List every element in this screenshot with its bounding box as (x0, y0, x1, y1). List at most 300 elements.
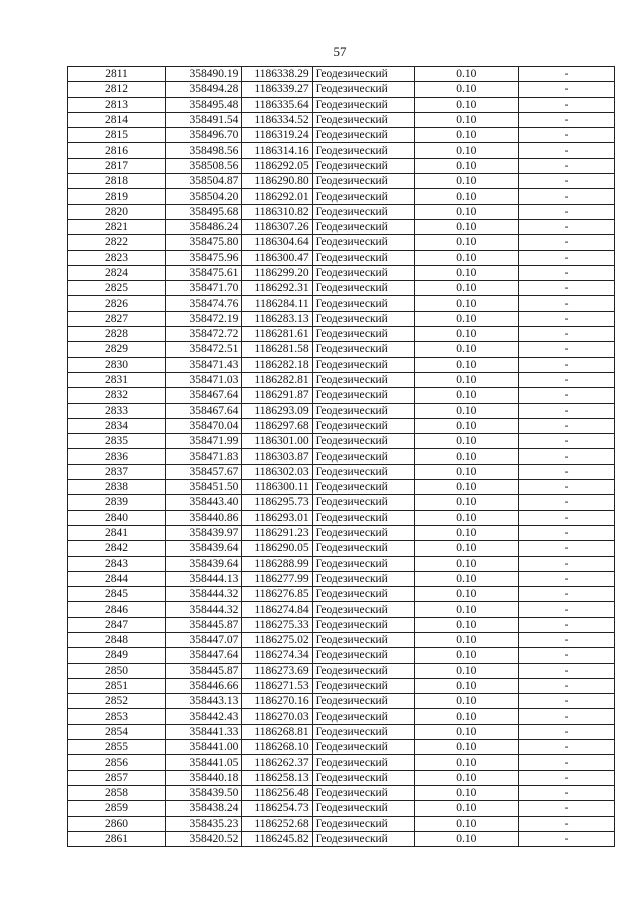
method-cell: Геодезический (312, 740, 414, 755)
y-coordinate-cell: 1186268.10 (242, 740, 312, 755)
y-coordinate-cell: 1186268.81 (242, 724, 312, 739)
table-row (68, 831, 615, 846)
accuracy-cell: 0.10 (414, 510, 518, 525)
point-number-cell: 2817 (68, 158, 166, 173)
accuracy-cell: 0.10 (414, 418, 518, 433)
description-cell: - (518, 434, 614, 449)
y-coordinate-cell: 1186262.37 (242, 755, 312, 770)
accuracy-cell: 0.10 (414, 143, 518, 158)
y-coordinate-cell: 1186274.34 (242, 648, 312, 663)
description-cell: - (518, 724, 614, 739)
description-cell: - (518, 311, 614, 326)
description-cell: - (518, 648, 614, 663)
accuracy-cell: 0.10 (414, 311, 518, 326)
x-coordinate-cell: 358467.64 (166, 388, 242, 403)
method-cell: Геодезический (312, 495, 414, 510)
x-coordinate-cell: 358446.66 (166, 678, 242, 693)
accuracy-cell: 0.10 (414, 602, 518, 617)
y-coordinate-cell: 1186252.68 (242, 816, 312, 831)
point-number-cell: 2855 (68, 740, 166, 755)
point-number-cell: 2848 (68, 632, 166, 647)
x-coordinate-cell: 358475.61 (166, 265, 242, 280)
method-cell: Геодезический (312, 265, 414, 280)
description-cell: - (518, 740, 614, 755)
table-row (68, 342, 615, 357)
table-row (68, 480, 615, 495)
x-coordinate-cell: 358496.70 (166, 128, 242, 143)
description-cell: - (518, 785, 614, 800)
point-number-cell: 2856 (68, 755, 166, 770)
y-coordinate-cell: 1186299.20 (242, 265, 312, 280)
point-number-cell: 2852 (68, 694, 166, 709)
accuracy-cell: 0.10 (414, 801, 518, 816)
x-coordinate-cell: 358504.87 (166, 174, 242, 189)
accuracy-cell: 0.10 (414, 281, 518, 296)
x-coordinate-cell: 358471.99 (166, 434, 242, 449)
x-coordinate-cell: 358438.24 (166, 801, 242, 816)
point-number-cell: 2818 (68, 174, 166, 189)
method-cell: Геодезический (312, 281, 414, 296)
point-number-cell: 2831 (68, 372, 166, 387)
y-coordinate-cell: 1186310.82 (242, 204, 312, 219)
description-cell: - (518, 296, 614, 311)
method-cell: Геодезический (312, 342, 414, 357)
point-number-cell: 2850 (68, 663, 166, 678)
accuracy-cell: 0.10 (414, 449, 518, 464)
table-row (68, 204, 615, 219)
accuracy-cell: 0.10 (414, 831, 518, 846)
y-coordinate-cell: 1186277.99 (242, 571, 312, 586)
point-number-cell: 2844 (68, 571, 166, 586)
table-row (68, 143, 615, 158)
table-row (68, 265, 615, 280)
point-number-cell: 2843 (68, 556, 166, 571)
method-cell: Геодезический (312, 571, 414, 586)
x-coordinate-cell: 358457.67 (166, 464, 242, 479)
point-number-cell: 2811 (68, 67, 166, 82)
accuracy-cell: 0.10 (414, 189, 518, 204)
table-row (68, 525, 615, 540)
y-coordinate-cell: 1186301.00 (242, 434, 312, 449)
y-coordinate-cell: 1186283.13 (242, 311, 312, 326)
accuracy-cell: 0.10 (414, 372, 518, 387)
y-coordinate-cell: 1186292.05 (242, 158, 312, 173)
x-coordinate-cell: 358439.97 (166, 525, 242, 540)
table-row (68, 372, 615, 387)
description-cell: - (518, 678, 614, 693)
y-coordinate-cell: 1186314.16 (242, 143, 312, 158)
table-row (68, 97, 615, 112)
method-cell: Геодезический (312, 816, 414, 831)
description-cell: - (518, 174, 614, 189)
method-cell: Геодезический (312, 449, 414, 464)
accuracy-cell: 0.10 (414, 525, 518, 540)
x-coordinate-cell: 358439.64 (166, 541, 242, 556)
y-coordinate-cell: 1186270.03 (242, 709, 312, 724)
description-cell: - (518, 571, 614, 586)
method-cell: Геодезический (312, 388, 414, 403)
accuracy-cell: 0.10 (414, 235, 518, 250)
x-coordinate-cell: 358471.70 (166, 281, 242, 296)
point-number-cell: 2826 (68, 296, 166, 311)
x-coordinate-cell: 358467.64 (166, 403, 242, 418)
x-coordinate-cell: 358441.00 (166, 740, 242, 755)
table-row (68, 82, 615, 97)
accuracy-cell: 0.10 (414, 770, 518, 785)
method-cell: Геодезический (312, 418, 414, 433)
point-number-cell: 2819 (68, 189, 166, 204)
x-coordinate-cell: 358445.87 (166, 617, 242, 632)
table-row (68, 158, 615, 173)
method-cell: Геодезический (312, 617, 414, 632)
description-cell: - (518, 770, 614, 785)
description-cell: - (518, 464, 614, 479)
description-cell: - (518, 250, 614, 265)
table-row (68, 801, 615, 816)
x-coordinate-cell: 358440.86 (166, 510, 242, 525)
accuracy-cell: 0.10 (414, 174, 518, 189)
description-cell: - (518, 510, 614, 525)
table-row (68, 740, 615, 755)
table-row (68, 449, 615, 464)
x-coordinate-cell: 358451.50 (166, 480, 242, 495)
method-cell: Геодезический (312, 480, 414, 495)
x-coordinate-cell: 358441.05 (166, 755, 242, 770)
description-cell: - (518, 602, 614, 617)
description-cell: - (518, 755, 614, 770)
description-cell: - (518, 388, 614, 403)
x-coordinate-cell: 358471.83 (166, 449, 242, 464)
y-coordinate-cell: 1186319.24 (242, 128, 312, 143)
accuracy-cell: 0.10 (414, 67, 518, 82)
method-cell: Геодезический (312, 556, 414, 571)
table-row (68, 602, 615, 617)
coordinates-table (67, 66, 615, 847)
point-number-cell: 2813 (68, 97, 166, 112)
accuracy-cell: 0.10 (414, 327, 518, 342)
description-cell: - (518, 204, 614, 219)
table-row (68, 418, 615, 433)
method-cell: Геодезический (312, 219, 414, 234)
x-coordinate-cell: 358475.80 (166, 235, 242, 250)
table-row (68, 755, 615, 770)
y-coordinate-cell: 1186290.80 (242, 174, 312, 189)
accuracy-cell: 0.10 (414, 556, 518, 571)
point-number-cell: 2857 (68, 770, 166, 785)
x-coordinate-cell: 358470.04 (166, 418, 242, 433)
method-cell: Геодезический (312, 128, 414, 143)
description-cell: - (518, 816, 614, 831)
point-number-cell: 2861 (68, 831, 166, 846)
x-coordinate-cell: 358443.13 (166, 694, 242, 709)
accuracy-cell: 0.10 (414, 357, 518, 372)
method-cell: Геодезический (312, 311, 414, 326)
x-coordinate-cell: 358490.19 (166, 67, 242, 82)
y-coordinate-cell: 1186258.13 (242, 770, 312, 785)
table-row (68, 464, 615, 479)
accuracy-cell: 0.10 (414, 403, 518, 418)
accuracy-cell: 0.10 (414, 495, 518, 510)
table-row (68, 112, 615, 127)
point-number-cell: 2820 (68, 204, 166, 219)
method-cell: Геодезический (312, 143, 414, 158)
y-coordinate-cell: 1186339.27 (242, 82, 312, 97)
description-cell: - (518, 82, 614, 97)
point-number-cell: 2859 (68, 801, 166, 816)
y-coordinate-cell: 1186304.64 (242, 235, 312, 250)
accuracy-cell: 0.10 (414, 709, 518, 724)
table-row (68, 709, 615, 724)
table-row (68, 785, 615, 800)
accuracy-cell: 0.10 (414, 434, 518, 449)
point-number-cell: 2816 (68, 143, 166, 158)
description-cell: - (518, 112, 614, 127)
y-coordinate-cell: 1186290.05 (242, 541, 312, 556)
method-cell: Геодезический (312, 587, 414, 602)
table-row (68, 128, 615, 143)
accuracy-cell: 0.10 (414, 265, 518, 280)
point-number-cell: 2847 (68, 617, 166, 632)
x-coordinate-cell: 358443.40 (166, 495, 242, 510)
description-cell: - (518, 801, 614, 816)
point-number-cell: 2858 (68, 785, 166, 800)
x-coordinate-cell: 358442.43 (166, 709, 242, 724)
accuracy-cell: 0.10 (414, 816, 518, 831)
x-coordinate-cell: 358420.52 (166, 831, 242, 846)
accuracy-cell: 0.10 (414, 82, 518, 97)
method-cell: Геодезический (312, 770, 414, 785)
y-coordinate-cell: 1186334.52 (242, 112, 312, 127)
description-cell: - (518, 327, 614, 342)
y-coordinate-cell: 1186338.29 (242, 67, 312, 82)
y-coordinate-cell: 1186288.99 (242, 556, 312, 571)
method-cell: Геодезический (312, 250, 414, 265)
description-cell: - (518, 831, 614, 846)
y-coordinate-cell: 1186284.11 (242, 296, 312, 311)
description-cell: - (518, 342, 614, 357)
y-coordinate-cell: 1186271.53 (242, 678, 312, 693)
y-coordinate-cell: 1186245.82 (242, 831, 312, 846)
description-cell: - (518, 587, 614, 602)
point-number-cell: 2835 (68, 434, 166, 449)
description-cell: - (518, 617, 614, 632)
point-number-cell: 2838 (68, 480, 166, 495)
accuracy-cell: 0.10 (414, 250, 518, 265)
method-cell: Геодезический (312, 296, 414, 311)
x-coordinate-cell: 358440.18 (166, 770, 242, 785)
method-cell: Геодезический (312, 510, 414, 525)
method-cell: Геодезический (312, 755, 414, 770)
method-cell: Геодезический (312, 663, 414, 678)
x-coordinate-cell: 358441.33 (166, 724, 242, 739)
accuracy-cell: 0.10 (414, 617, 518, 632)
point-number-cell: 2837 (68, 464, 166, 479)
y-coordinate-cell: 1186292.01 (242, 189, 312, 204)
table-row (68, 403, 615, 418)
x-coordinate-cell: 358444.32 (166, 587, 242, 602)
point-number-cell: 2836 (68, 449, 166, 464)
accuracy-cell: 0.10 (414, 128, 518, 143)
method-cell: Геодезический (312, 158, 414, 173)
method-cell: Геодезический (312, 204, 414, 219)
x-coordinate-cell: 358447.07 (166, 632, 242, 647)
y-coordinate-cell: 1186254.73 (242, 801, 312, 816)
table-row (68, 678, 615, 693)
y-coordinate-cell: 1186275.02 (242, 632, 312, 647)
point-number-cell: 2854 (68, 724, 166, 739)
accuracy-cell: 0.10 (414, 694, 518, 709)
table-row (68, 632, 615, 647)
description-cell: - (518, 143, 614, 158)
method-cell: Геодезический (312, 694, 414, 709)
description-cell: - (518, 709, 614, 724)
description-cell: - (518, 67, 614, 82)
description-cell: - (518, 525, 614, 540)
method-cell: Геодезический (312, 189, 414, 204)
y-coordinate-cell: 1186275.33 (242, 617, 312, 632)
accuracy-cell: 0.10 (414, 678, 518, 693)
method-cell: Геодезический (312, 464, 414, 479)
y-coordinate-cell: 1186291.23 (242, 525, 312, 540)
x-coordinate-cell: 358486.24 (166, 219, 242, 234)
method-cell: Геодезический (312, 372, 414, 387)
x-coordinate-cell: 358491.54 (166, 112, 242, 127)
description-cell: - (518, 265, 614, 280)
point-number-cell: 2834 (68, 418, 166, 433)
description-cell: - (518, 372, 614, 387)
x-coordinate-cell: 358508.56 (166, 158, 242, 173)
table-row (68, 174, 615, 189)
description-cell: - (518, 128, 614, 143)
description-cell: - (518, 694, 614, 709)
y-coordinate-cell: 1186281.61 (242, 327, 312, 342)
table-row (68, 357, 615, 372)
point-number-cell: 2828 (68, 327, 166, 342)
table-row (68, 724, 615, 739)
coordinates-table-body (68, 67, 615, 847)
accuracy-cell: 0.10 (414, 480, 518, 495)
accuracy-cell: 0.10 (414, 342, 518, 357)
accuracy-cell: 0.10 (414, 785, 518, 800)
y-coordinate-cell: 1186335.64 (242, 97, 312, 112)
x-coordinate-cell: 358435.23 (166, 816, 242, 831)
method-cell: Геодезический (312, 525, 414, 540)
description-cell: - (518, 418, 614, 433)
point-number-cell: 2812 (68, 82, 166, 97)
table-row (68, 617, 615, 632)
description-cell: - (518, 403, 614, 418)
accuracy-cell: 0.10 (414, 204, 518, 219)
x-coordinate-cell: 358447.64 (166, 648, 242, 663)
table-row (68, 587, 615, 602)
method-cell: Геодезический (312, 403, 414, 418)
table-row (68, 311, 615, 326)
description-cell: - (518, 449, 614, 464)
x-coordinate-cell: 358439.50 (166, 785, 242, 800)
x-coordinate-cell: 358495.48 (166, 97, 242, 112)
method-cell: Геодезический (312, 648, 414, 663)
y-coordinate-cell: 1186293.01 (242, 510, 312, 525)
accuracy-cell: 0.10 (414, 219, 518, 234)
description-cell: - (518, 495, 614, 510)
method-cell: Геодезический (312, 709, 414, 724)
y-coordinate-cell: 1186256.48 (242, 785, 312, 800)
point-number-cell: 2822 (68, 235, 166, 250)
method-cell: Геодезический (312, 434, 414, 449)
method-cell: Геодезический (312, 801, 414, 816)
y-coordinate-cell: 1186274.84 (242, 602, 312, 617)
x-coordinate-cell: 358439.64 (166, 556, 242, 571)
y-coordinate-cell: 1186292.31 (242, 281, 312, 296)
point-number-cell: 2849 (68, 648, 166, 663)
description-cell: - (518, 556, 614, 571)
accuracy-cell: 0.10 (414, 112, 518, 127)
table-row (68, 235, 615, 250)
description-cell: - (518, 541, 614, 556)
table-row (68, 770, 615, 785)
x-coordinate-cell: 358444.13 (166, 571, 242, 586)
table-row (68, 663, 615, 678)
y-coordinate-cell: 1186297.68 (242, 418, 312, 433)
point-number-cell: 2839 (68, 495, 166, 510)
y-coordinate-cell: 1186291.87 (242, 388, 312, 403)
table-row (68, 816, 615, 831)
point-number-cell: 2851 (68, 678, 166, 693)
table-row (68, 571, 615, 586)
method-cell: Геодезический (312, 357, 414, 372)
point-number-cell: 2830 (68, 357, 166, 372)
point-number-cell: 2832 (68, 388, 166, 403)
point-number-cell: 2846 (68, 602, 166, 617)
table-row (68, 250, 615, 265)
point-number-cell: 2841 (68, 525, 166, 540)
table-row (68, 694, 615, 709)
x-coordinate-cell: 358444.32 (166, 602, 242, 617)
description-cell: - (518, 97, 614, 112)
description-cell: - (518, 663, 614, 678)
page-number: 57 (333, 44, 347, 59)
accuracy-cell: 0.10 (414, 571, 518, 586)
table-row (68, 327, 615, 342)
point-number-cell: 2845 (68, 587, 166, 602)
accuracy-cell: 0.10 (414, 464, 518, 479)
x-coordinate-cell: 358474.76 (166, 296, 242, 311)
accuracy-cell: 0.10 (414, 388, 518, 403)
table-row (68, 296, 615, 311)
description-cell: - (518, 235, 614, 250)
table-row (68, 541, 615, 556)
method-cell: Геодезический (312, 112, 414, 127)
method-cell: Геодезический (312, 67, 414, 82)
accuracy-cell: 0.10 (414, 648, 518, 663)
accuracy-cell: 0.10 (414, 587, 518, 602)
accuracy-cell: 0.10 (414, 740, 518, 755)
accuracy-cell: 0.10 (414, 755, 518, 770)
description-cell: - (518, 219, 614, 234)
accuracy-cell: 0.10 (414, 158, 518, 173)
y-coordinate-cell: 1186295.73 (242, 495, 312, 510)
method-cell: Геодезический (312, 327, 414, 342)
y-coordinate-cell: 1186273.69 (242, 663, 312, 678)
method-cell: Геодезический (312, 541, 414, 556)
x-coordinate-cell: 358471.03 (166, 372, 242, 387)
x-coordinate-cell: 358445.87 (166, 663, 242, 678)
point-number-cell: 2815 (68, 128, 166, 143)
description-cell: - (518, 632, 614, 647)
method-cell: Геодезический (312, 724, 414, 739)
description-cell: - (518, 281, 614, 296)
x-coordinate-cell: 358504.20 (166, 189, 242, 204)
